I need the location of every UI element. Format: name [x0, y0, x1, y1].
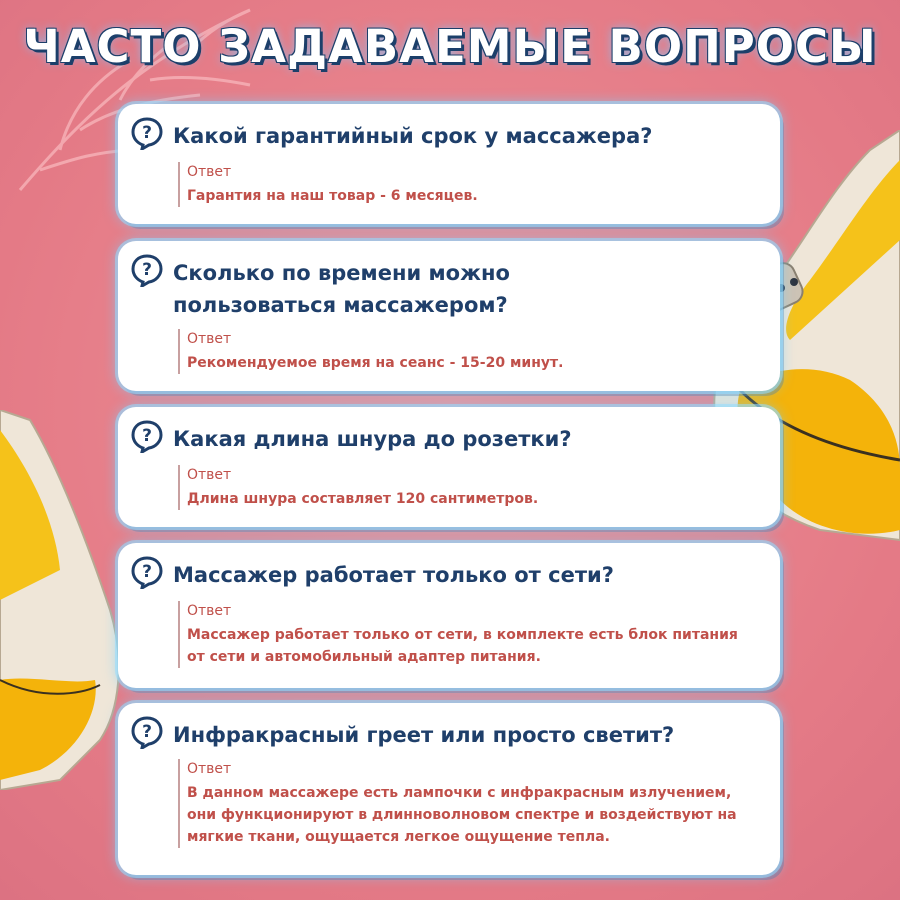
svg-text:?: ? — [142, 123, 152, 143]
question-bubble-icon — [130, 253, 164, 287]
question-bubble-icon — [130, 419, 164, 453]
answer-label: Ответ — [187, 164, 232, 180]
faq-item — [118, 543, 780, 688]
faq-answer: Гарантия на наш товар - 6 месяцев. — [187, 188, 478, 204]
faq-answer-block — [178, 329, 760, 374]
svg-text:?: ? — [142, 722, 152, 742]
answer-label: Ответ — [187, 467, 232, 483]
faq-answer: Длина шнура составляет 120 сантиметров. — [187, 491, 539, 507]
faq-answer: Массажер работает только от сети, в комплекте есть блок питания от сети и автомобильный адаптер питания. — [187, 627, 738, 665]
page-title: ЧАСТО ЗАДАВАЕМЫЕ ВОПРОСЫ — [23, 20, 877, 73]
faq-question: Массажер работает только от сети? — [173, 563, 614, 587]
faq-question: Какая длина шнура до розетки? — [173, 427, 572, 451]
answer-label: Ответ — [187, 603, 232, 619]
svg-text:?: ? — [142, 562, 152, 582]
faq-answer-block — [178, 162, 760, 207]
question-bubble-icon — [130, 715, 164, 749]
faq-answer: Рекомендуемое время на сеанс - 15-20 минут. — [187, 355, 564, 371]
question-bubble-icon — [130, 116, 164, 150]
svg-text:?: ? — [142, 426, 152, 446]
question-bubble-icon — [130, 555, 164, 589]
faq-answer-block — [178, 601, 760, 668]
faq-item — [118, 241, 780, 391]
svg-text:?: ? — [142, 260, 152, 280]
faq-answer: В данном массажере есть лампочки с инфракрасным излучением, они функционируют в длинноволновом спектре и воздействуют на мягкие ткани, ощущается легкое ощущение тепла. — [187, 785, 737, 845]
faq-item — [118, 703, 780, 875]
faq-item — [118, 407, 780, 527]
answer-label: Ответ — [187, 761, 232, 777]
answer-label: Ответ — [187, 331, 232, 347]
faq-answer-block — [178, 759, 760, 848]
faq-question: Сколько по времени можно пользоваться массажером? — [173, 261, 510, 317]
faq-question: Какой гарантийный срок у массажера? — [173, 124, 653, 148]
faq-answer-block — [178, 465, 760, 510]
faq-item — [118, 104, 780, 224]
faq-question: Инфракрасный греет или просто светит? — [173, 723, 675, 747]
